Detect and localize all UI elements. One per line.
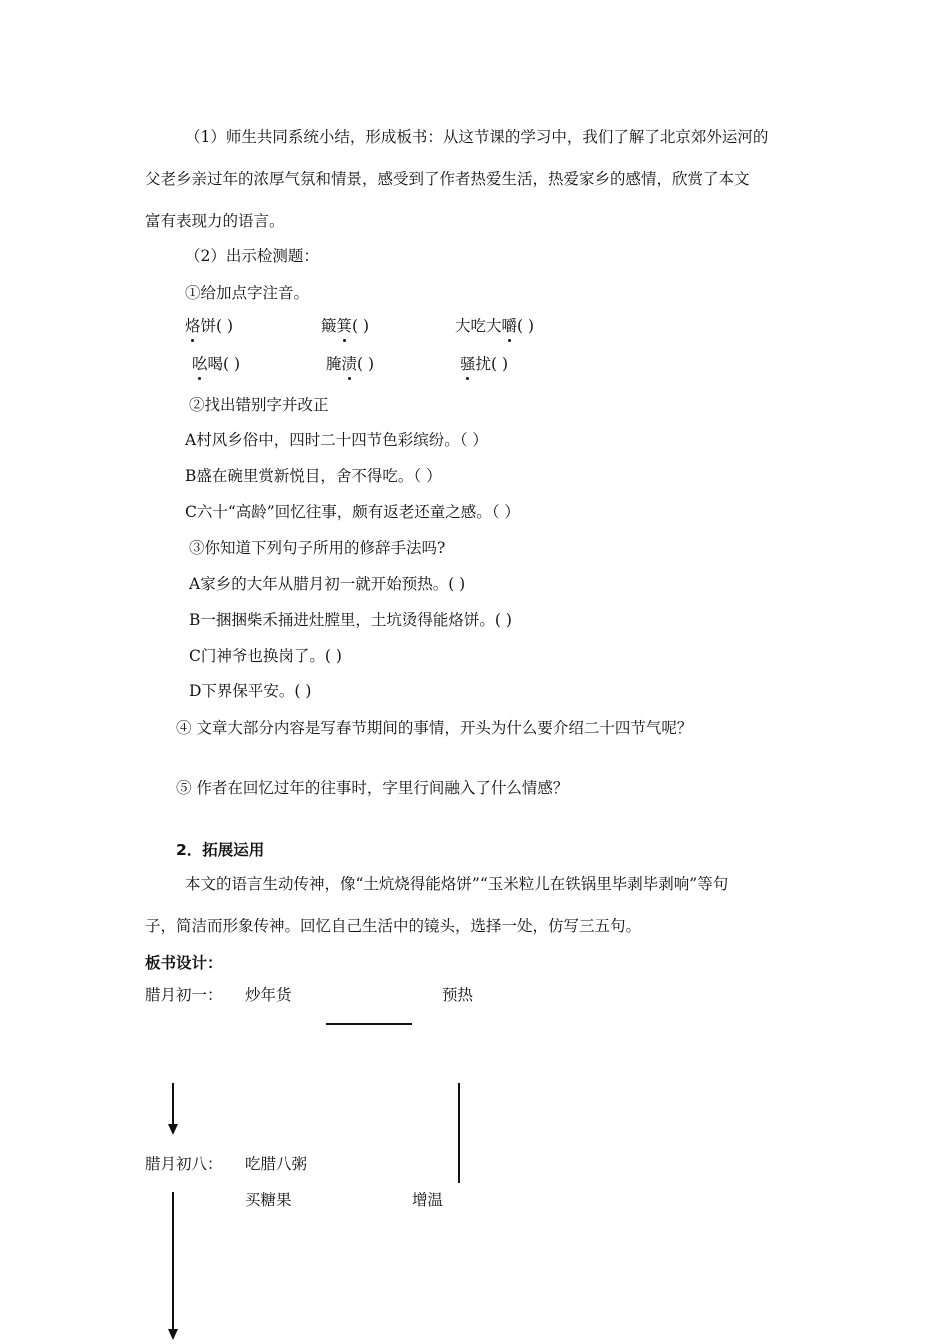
board-underline: [326, 1023, 412, 1025]
dotted-char: 箕: [336, 317, 353, 335]
q2-option-c: C六十“高龄”回忆往事，颇有返老还童之感。（ ）: [185, 503, 520, 521]
extension-line-2: 子，简洁而形象传神。回忆自己生活中的镜头，选择一处，仿写三五句。: [145, 917, 642, 935]
item-rest: 喝( ): [207, 355, 241, 373]
q1-item-4: [192, 354, 240, 374]
summary-line-2: 父老乡亲过年的浓厚气氛和情景，感受到了作者热爱生活，热爱家乡的感情，欣赏了本文: [145, 170, 750, 188]
q2-option-b: B盛在碗里赏新悦目，舍不得吃。（ ）: [185, 467, 442, 485]
q3-option-d: D下界保平安。( ): [189, 682, 312, 700]
q1-item-3: [455, 316, 534, 336]
q3-option-b: B一捆捆柴禾捅进灶膛里，土坑烫得能烙饼。( ): [189, 611, 512, 629]
dotted-char: 渍: [341, 355, 358, 373]
arrow-shaft-2: [172, 1192, 174, 1330]
q3-title: ③你知道下列句子所用的修辞手法吗?: [189, 539, 446, 557]
board-row3-stage: 增温: [412, 1191, 444, 1209]
dotted-char: 烙: [185, 317, 201, 335]
q1-item-1: [185, 316, 233, 336]
board-bracket-line: [458, 1083, 460, 1183]
item-pre: 簸: [321, 317, 337, 335]
board-row1-stage: 预热: [442, 986, 474, 1004]
board-heading: 板书设计：: [145, 954, 223, 972]
extension-heading: 2．拓展运用: [176, 841, 265, 859]
arrow-down-icon: [168, 1124, 178, 1135]
q3-option-a: A家乡的大年从腊月初一就开始预热。( ): [189, 575, 466, 593]
item-rest: ( ): [357, 355, 375, 373]
item-rest: 饼( ): [200, 317, 234, 335]
board-row1-date: 腊月初一：: [145, 986, 223, 1004]
q2-title: ②找出错别字并改正: [189, 396, 329, 414]
item-pre: 腌: [326, 355, 342, 373]
arrow-down-icon: [168, 1329, 178, 1340]
test-heading: （2）出示检测题：: [185, 247, 319, 265]
board-row2-activity: 吃腊八粥: [245, 1155, 308, 1173]
extension-line-1: 本文的语言生动传神，像“土炕烧得能烙饼”“玉米粒儿在铁锅里毕剥毕剥响”等句: [185, 875, 729, 893]
q1-item-5: [326, 354, 374, 374]
board-row1-activity: 炒年货: [245, 986, 292, 1004]
q1-item-6: [460, 354, 508, 374]
item-rest: ( ): [352, 317, 370, 335]
item-rest: ( ): [517, 317, 535, 335]
dotted-char: 嚼: [501, 317, 518, 335]
summary-line-3: 富有表现力的语言。: [145, 212, 285, 230]
arrow-shaft-1: [172, 1083, 174, 1125]
dotted-char: 骚: [460, 355, 476, 373]
board-row2-date: 腊月初八：: [145, 1155, 223, 1173]
q4-question: ④ 文章大部分内容是写春节期间的事情，开头为什么要介绍二十四节气呢？: [176, 719, 693, 737]
q1-title: ①给加点字注音。: [185, 284, 310, 302]
item-rest: 扰( ): [475, 355, 509, 373]
summary-line-1: （1）师生共同系统小结，形成板书：从这节课的学习中，我们了解了北京郊外运河的: [185, 128, 769, 146]
q2-option-a: A村风乡俗中，四时二十四节色彩缤纷。（ ）: [185, 431, 488, 449]
item-pre: 大吃大: [455, 317, 502, 335]
q1-item-2: [321, 316, 369, 336]
q5-question: ⑤ 作者在回忆过年的往事时，字里行间融入了什么情感？: [176, 779, 569, 797]
board-row3-activity: 买糖果: [245, 1191, 292, 1209]
q3-option-c: C门神爷也换岗了。( ): [189, 647, 342, 665]
dotted-char: 吆: [192, 355, 208, 373]
